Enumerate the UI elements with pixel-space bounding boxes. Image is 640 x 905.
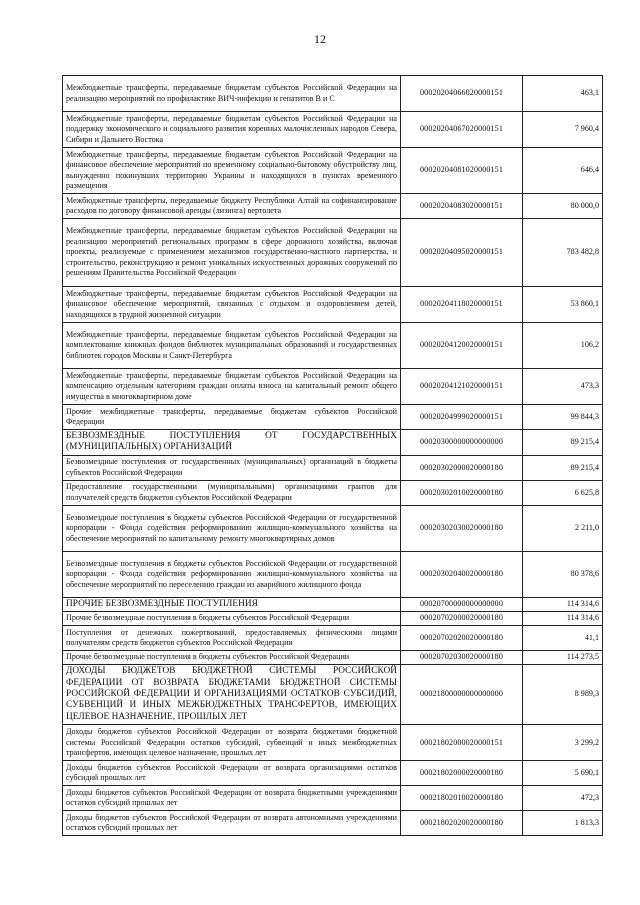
table-row	[63, 786, 603, 811]
row-sum: 89 215,4	[523, 455, 603, 480]
row-name: Безвозмездные поступления в бюджеты субъектов Российской Федерации от государственной корпорации - Фонда содействия реформированию жилищно-коммунального хозяйства на обеспечение мероприятий по капитальному ремонту многоквартирных домов	[63, 505, 401, 551]
row-code: 00020204999020000151	[401, 405, 523, 430]
row-name: Межбюджетные трансферты, передаваемые бюджетам субъектов Российской Федерации на реализацию мероприятий региональных программ в сфере дорожного хозяйства, включая проекты, реализуемые с применением механизмов государственно-частного партнерства, и строительство, реконструкцию и ремонт уникальных искусственных дорожных сооружений по решениям Правительства Российской Федерации	[63, 219, 401, 287]
row-code: 00020204083020000151	[401, 194, 523, 219]
row-code: 00020302010020000180	[401, 480, 523, 505]
row-name: Прочие безвозмездные поступления в бюджеты субъектов Российской Федерации	[63, 612, 401, 626]
row-sum: 114 314,6	[523, 612, 603, 626]
row-code: 00021802010020000180	[401, 786, 523, 811]
row-code: 00020204121020000151	[401, 369, 523, 405]
row-sum: 7 960,4	[523, 112, 603, 148]
row-name: Безвозмездные поступления в бюджеты субъектов Российской Федерации от государственной корпорации - Фонда содействия реформированию жилищно-коммунального хозяйства на обеспечение мероприятий по переселению граждан из аварийного жилищного фонда	[63, 551, 401, 597]
table-row	[63, 505, 603, 551]
row-sum: 99 844,3	[523, 405, 603, 430]
table-row	[63, 665, 603, 725]
table-row	[63, 148, 603, 194]
table-row	[63, 430, 603, 456]
row-sum: 463,1	[523, 76, 603, 112]
row-name: Безвозмездные поступления от государственных (муниципальных) организаций в бюджеты субъектов Российской Федерации	[63, 455, 401, 480]
row-code: 00020702030020000180	[401, 651, 523, 665]
table-row	[63, 626, 603, 651]
row-code: 00021800000000000000	[401, 665, 523, 725]
row-name: Межбюджетные трансферты, передаваемые бюджетам субъектов Российской Федерации на финансовое обеспечение мероприятий, связанных с отдыхом и оздоровлением детей, находящихся в трудной жизненной ситуации	[63, 287, 401, 323]
row-sum: 5 690,1	[523, 761, 603, 786]
page-number: 12	[314, 32, 326, 46]
row-code: 00020702000020000180	[401, 612, 523, 626]
row-name: Межбюджетные трансферты, передаваемые бюджетам субъектов Российской Федерации на финансовое обеспечение мероприятий по временному социально-бытовому обустройству лиц, вынужденно покинувших территорию Украины и находящихся в пунктах временного размещения	[63, 148, 401, 194]
table-row	[63, 551, 603, 597]
row-name: Доходы бюджетов субъектов Российской Федерации от возврата бюджетными учреждениями остатков субсидий прошлых лет	[63, 786, 401, 811]
row-name: Межбюджетные трансферты, передаваемые бюджетам субъектов Российской Федерации на компенсацию отдельным категориям граждан оплаты взноса на капитальный ремонт общего имущества в многоквартирном доме	[63, 369, 401, 405]
table-row	[63, 597, 603, 611]
row-code: 00020204066020000151	[401, 76, 523, 112]
table-row	[63, 811, 603, 836]
table-row	[63, 480, 603, 505]
table-row	[63, 112, 603, 148]
row-sum: 41,1	[523, 626, 603, 651]
row-name: Предоставление государственными (муниципальными) организациями грантов для получателей средств бюджетов субъектов Российской Федерации	[63, 480, 401, 505]
row-name: Поступления от денежных пожертвований, предоставляемых физическими лицами получателям средств бюджетов субъектов Российской Федерации	[63, 626, 401, 651]
table-row	[63, 76, 603, 112]
row-sum: 473,3	[523, 369, 603, 405]
row-code: 00020204118020000151	[401, 287, 523, 323]
row-sum: 472,3	[523, 786, 603, 811]
row-sum: 6 625,8	[523, 480, 603, 505]
row-name: ПРОЧИЕ БЕЗВОЗМЕЗДНЫЕ ПОСТУПЛЕНИЯ	[63, 597, 401, 611]
row-sum: 114 314,6	[523, 597, 603, 611]
row-sum: 89 215,4	[523, 430, 603, 456]
row-code: 00020204081020000151	[401, 148, 523, 194]
row-name: БЕЗВОЗМЕЗДНЫЕ ПОСТУПЛЕНИЯ ОТ ГОСУДАРСТВЕННЫХ (МУНИЦИПАЛЬНЫХ) ОРГАНИЗАЦИЙ	[63, 430, 401, 456]
row-code: 00020204095020000151	[401, 219, 523, 287]
row-code: 00020702020020000180	[401, 626, 523, 651]
table-row	[63, 651, 603, 665]
row-name: Прочие межбюджетные трансферты, передаваемые бюджетам субъектов Российской Федерации	[63, 405, 401, 430]
table-row	[63, 405, 603, 430]
row-name: Межбюджетные трансферты, передаваемые бюджету Республики Алтай на софинансирование расходов по договору финансовой аренды (лизинга) вертолета	[63, 194, 401, 219]
row-sum: 2 211,0	[523, 505, 603, 551]
row-code: 00020300000000000000	[401, 430, 523, 456]
table-row	[63, 612, 603, 626]
table-row	[63, 761, 603, 786]
row-sum: 80 378,6	[523, 551, 603, 597]
row-code: 00020302040020000180	[401, 551, 523, 597]
row-sum: 53 860,1	[523, 287, 603, 323]
revenue-table	[62, 75, 603, 836]
row-name: Доходы бюджетов субъектов Российской Федерации от возврата автономными учреждениями остатков субсидий прошлых лет	[63, 811, 401, 836]
table-row	[63, 725, 603, 761]
row-sum: 8 989,3	[523, 665, 603, 725]
row-code: 00020204067020000151	[401, 112, 523, 148]
row-sum: 80 000,0	[523, 194, 603, 219]
row-code: 00021802000020000180	[401, 761, 523, 786]
table-row	[63, 194, 603, 219]
row-sum: 114 273,5	[523, 651, 603, 665]
row-name: Доходы бюджетов субъектов Российской Федерации от возврата организациями остатков субсидий прошлых лет	[63, 761, 401, 786]
row-name: Межбюджетные трансферты, передаваемые бюджетам субъектов Российской Федерации на реализацию мероприятий по профилактике ВИЧ-инфекции и гепатитов B и C	[63, 76, 401, 112]
row-name: Прочие безвозмездные поступления в бюджеты субъектов Российской Федерации	[63, 651, 401, 665]
table-row	[63, 287, 603, 323]
row-sum: 646,4	[523, 148, 603, 194]
row-code: 00020302030020000180	[401, 505, 523, 551]
row-code: 00021802000020000151	[401, 725, 523, 761]
revenue-table-body	[63, 76, 603, 836]
table-row	[63, 455, 603, 480]
row-code: 00020302000020000180	[401, 455, 523, 480]
row-sum: 3 299,2	[523, 725, 603, 761]
table-row	[63, 219, 603, 287]
row-sum: 1 813,3	[523, 811, 603, 836]
row-name: Межбюджетные трансферты, передаваемые бюджетам субъектов Российской Федерации на поддержку экономического и социального развития коренных малочисленных народов Севера, Сибири и Дальнего Востока	[63, 112, 401, 148]
row-code: 00021802020020000180	[401, 811, 523, 836]
table-row	[63, 323, 603, 369]
row-code: 00020204120020000151	[401, 323, 523, 369]
row-code: 00020700000000000000	[401, 597, 523, 611]
table-row	[63, 369, 603, 405]
row-name: ДОХОДЫ БЮДЖЕТОВ БЮДЖЕТНОЙ СИСТЕМЫ РОССИЙСКОЙ ФЕДЕРАЦИИ ОТ ВОЗВРАТА БЮДЖЕТАМИ БЮДЖЕТНОЙ СИСТЕМЫ РОССИЙСКОЙ ФЕДЕРАЦИИ И ОРГАНИЗАЦИЯМИ ОСТАТКОВ СУБСИДИЙ, СУБВЕНЦИЙ И ИНЫХ МЕЖБЮДЖЕТНЫХ ТРАНСФЕРТОВ, ИМЕЮЩИХ ЦЕЛЕВОЕ НАЗНАЧЕНИЕ, ПРОШЛЫХ ЛЕТ	[63, 665, 401, 725]
row-sum: 783 482,8	[523, 219, 603, 287]
row-sum: 106,2	[523, 323, 603, 369]
row-name: Межбюджетные трансферты, передаваемые бюджетам субъектов Российской Федерации на комплектование книжных фондов библиотек муниципальных образований и государственных библиотек городов Москвы и Санкт-Петербурга	[63, 323, 401, 369]
row-name: Доходы бюджетов субъектов Российской Федерации от возврата бюджетами бюджетной системы Российской Федерации остатков субсидий, субвенций и иных межбюджетных трансфертов, имеющих целевое назначение, прошлых лет	[63, 725, 401, 761]
